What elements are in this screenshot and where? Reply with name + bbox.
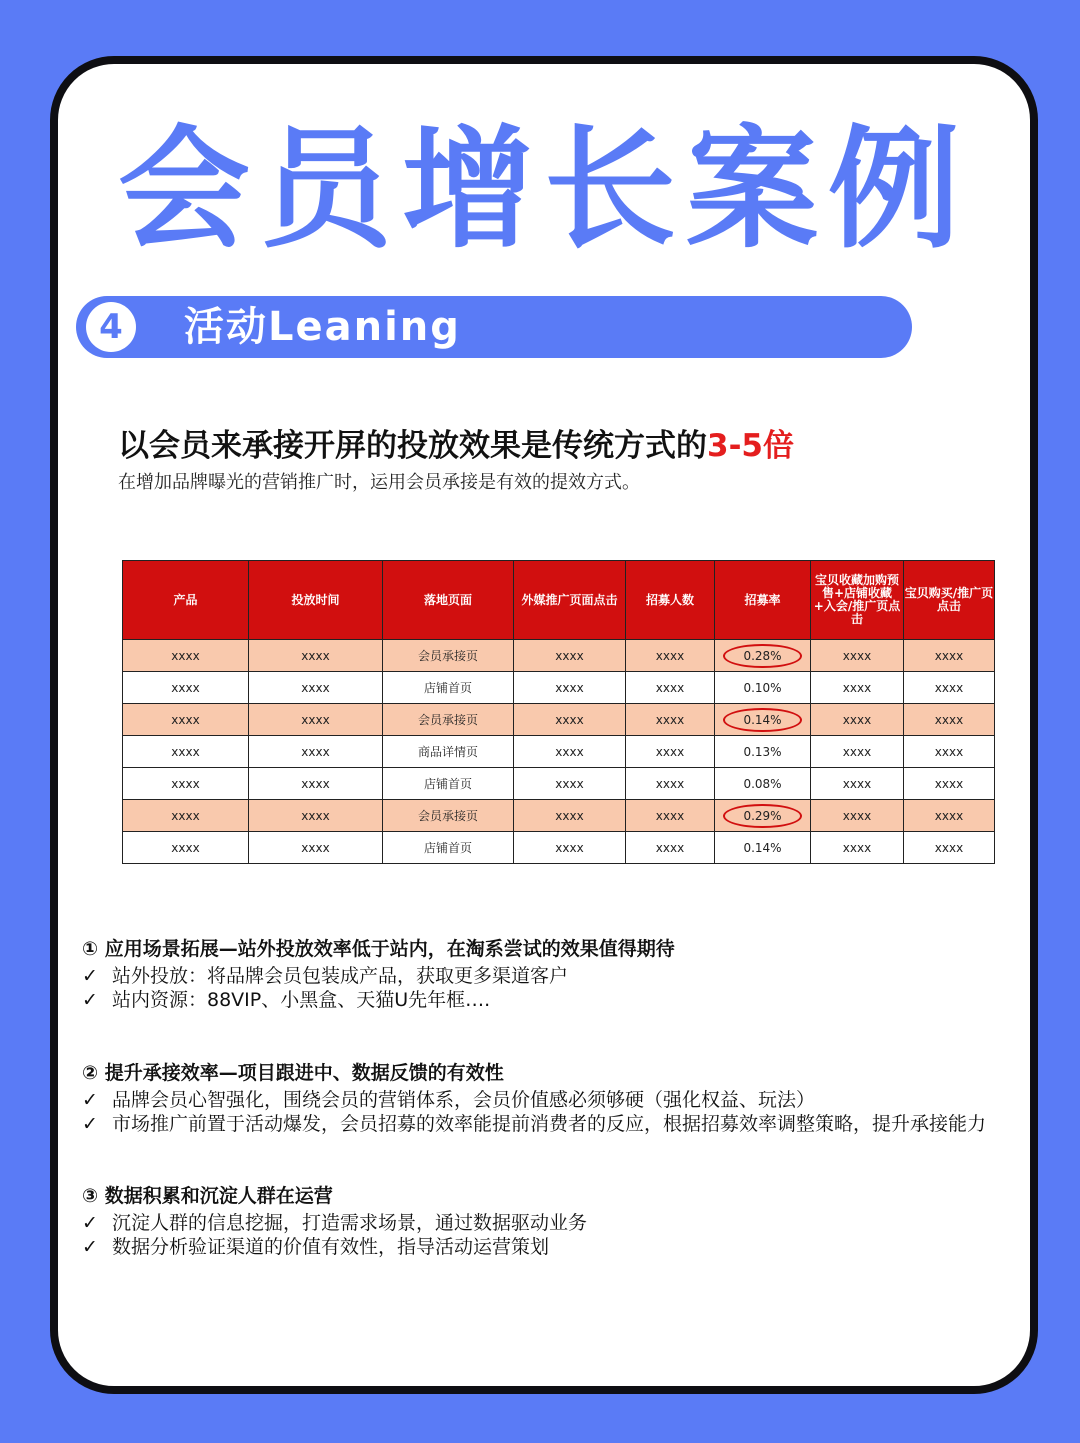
point-line: ✓ 品牌会员心智强化，围绕会员的营销体系，会员价值感必须够硬（强化权益、玩法） [82,1089,816,1111]
section-banner [76,296,912,358]
table-header-cell: 宝贝购买/推广页点击 [904,561,995,640]
table-cell: xxxx [249,672,383,704]
table-cell: xxxx [626,832,715,864]
content-card [50,56,1038,1394]
table-cell [715,704,811,736]
point-line: ✓ 数据分析验证渠道的价值有效性，指导活动运营策划 [82,1236,550,1258]
table-cell: xxxx [626,672,715,704]
table-row [123,768,995,800]
check-icon: ✓ [82,989,98,1011]
table-cell: xxxx [123,640,249,672]
point-block-1 [82,934,675,1012]
table-cell: 店铺首页 [383,672,514,704]
table-cell: xxxx [249,736,383,768]
table-cell: xxxx [249,800,383,832]
table-cell: 会员承接页 [383,800,514,832]
section-label: 活动Leaning [184,304,461,350]
table-cell: xxxx [514,736,626,768]
circled-rate: 0.29% [731,805,793,827]
table-cell: xxxx [904,736,995,768]
headline-text: 以会员来承接开屏的投放效果是传统方式的 [118,428,707,464]
table-cell: xxxx [811,640,904,672]
table-cell: xxxx [811,672,904,704]
table-header-cell: 产品 [123,561,249,640]
check-icon: ✓ [82,965,98,987]
point-block-2 [82,1058,986,1136]
table-cell: 商品详情页 [383,736,514,768]
table-header-cell: 外媒推广页面点击 [514,561,626,640]
table-header-cell: 投放时间 [249,561,383,640]
table-cell [715,768,811,800]
rate-value: 0.13% [743,744,782,759]
circled-rate: 0.14% [731,709,793,731]
table-cell: xxxx [811,800,904,832]
table-row [123,800,995,832]
table-cell [715,640,811,672]
headline [118,420,794,465]
table-cell: xxxx [811,768,904,800]
table-cell: xxxx [123,768,249,800]
table-cell: xxxx [811,704,904,736]
table-header-cell: 招募人数 [626,561,715,640]
headline-highlight: 3-5倍 [707,428,795,464]
table-cell: xxxx [811,736,904,768]
table-cell: xxxx [904,800,995,832]
point-line: ✓ 站内资源：88VIP、小黑盒、天猫U先年框…. [82,989,491,1011]
point-title: ③ 数据积累和沉淀人群在运营 [82,1185,333,1207]
circled-rate: 0.28% [731,645,793,667]
table-row [123,832,995,864]
table-cell [715,672,811,704]
point-title: ① 应用场景拓展—站外投放效率低于站内，在淘系尝试的效果值得期待 [82,938,675,960]
table-cell: xxxx [249,832,383,864]
table-cell [715,800,811,832]
table-cell: 会员承接页 [383,704,514,736]
table-cell: xxxx [811,832,904,864]
point-line: ✓ 沉淀人群的信息挖掘，打造需求场景，通过数据驱动业务 [82,1212,588,1234]
table-header-cell: 落地页面 [383,561,514,640]
table-cell: xxxx [249,704,383,736]
subline: 在增加品牌曝光的营销推广时，运用会员承接是有效的提效方式。 [118,472,640,493]
rate-value: 0.14% [743,840,782,855]
table-row [123,672,995,704]
table-cell: 店铺首页 [383,768,514,800]
table-cell: xxxx [626,768,715,800]
table-cell: xxxx [904,672,995,704]
table-cell [715,736,811,768]
point-line: ✓ 市场推广前置于活动爆发，会员招募的效率能提前消费者的反应，根据招募效率调整策略，提升承接能力 [82,1113,987,1135]
check-icon: ✓ [82,1113,98,1135]
table-row [123,640,995,672]
page-title: 会员增长案例 [118,113,970,267]
table-cell: xxxx [123,832,249,864]
table-cell: xxxx [514,768,626,800]
table-cell: xxxx [514,640,626,672]
check-icon: ✓ [82,1089,98,1111]
table-row [123,704,995,736]
table-cell: xxxx [514,832,626,864]
point-line: ✓ 站外投放：将品牌会员包装成产品，获取更多渠道客户 [82,965,569,987]
table-cell: xxxx [904,832,995,864]
table-row [123,736,995,768]
table-header-cell: 宝贝收藏加购预售+店铺收藏+入会/推广页点击 [811,561,904,640]
table-cell: xxxx [514,672,626,704]
table-header-cell: 招募率 [715,561,811,640]
table-cell: xxxx [249,640,383,672]
results-table [122,560,995,864]
table-cell: xxxx [123,704,249,736]
table-cell: xxxx [904,768,995,800]
check-icon: ✓ [82,1212,98,1234]
section-number-badge: 4 [86,302,136,352]
table-cell: xxxx [514,800,626,832]
table-cell: xxxx [626,800,715,832]
table-cell: xxxx [249,768,383,800]
check-icon: ✓ [82,1236,98,1258]
table-cell: xxxx [904,704,995,736]
table-cell: xxxx [626,640,715,672]
rate-value: 0.10% [743,680,782,695]
point-title: ② 提升承接效率—项目跟进中、数据反馈的有效性 [82,1062,504,1084]
table-header-row [123,561,995,640]
table-cell: 店铺首页 [383,832,514,864]
table-cell: xxxx [123,672,249,704]
table-cell [715,832,811,864]
table-cell: xxxx [626,736,715,768]
table-cell: xxxx [904,640,995,672]
table-cell: xxxx [123,736,249,768]
table-cell: 会员承接页 [383,640,514,672]
table-cell: xxxx [514,704,626,736]
table-cell: xxxx [123,800,249,832]
point-block-3 [82,1181,587,1259]
rate-value: 0.08% [743,776,782,791]
table-cell: xxxx [626,704,715,736]
